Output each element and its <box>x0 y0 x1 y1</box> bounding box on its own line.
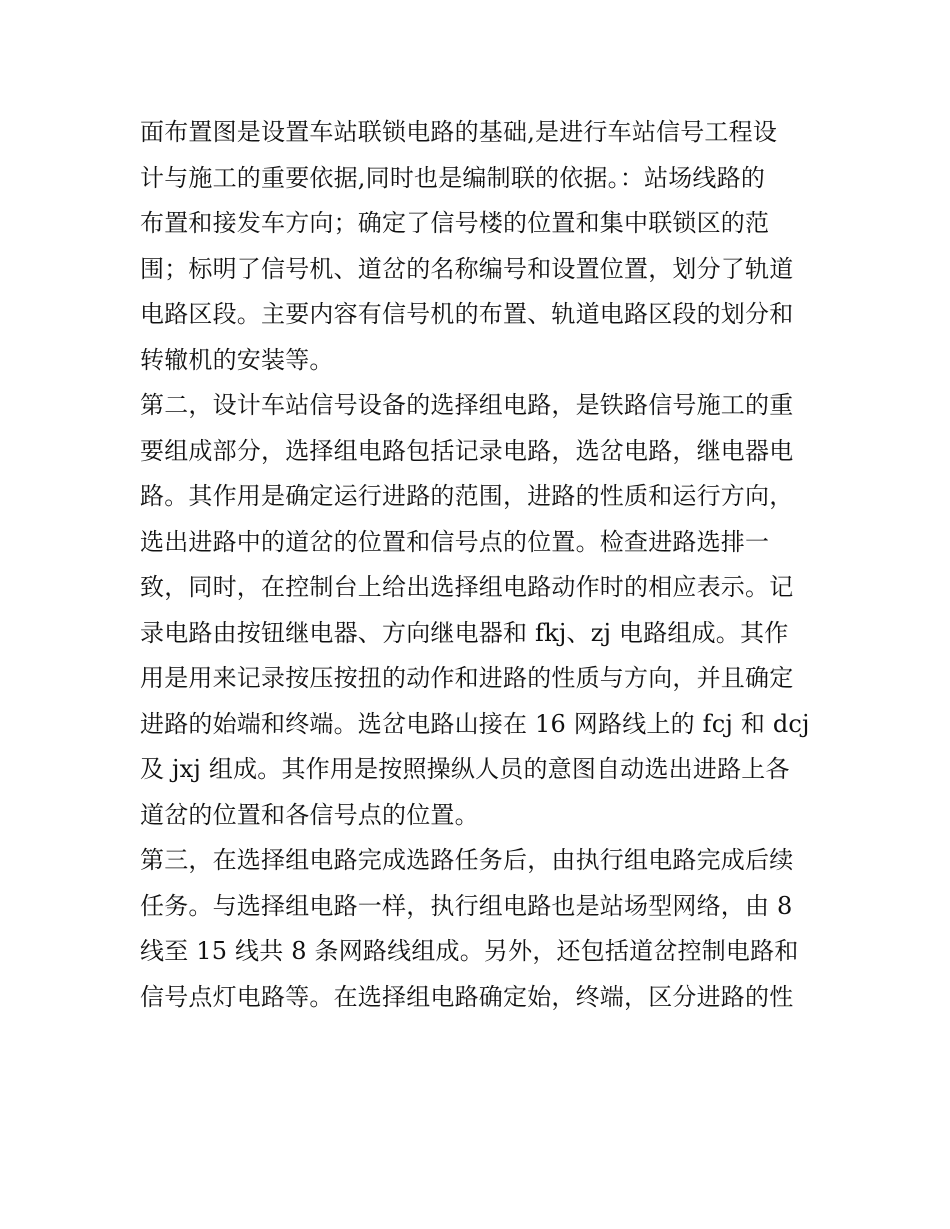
body-text <box>140 110 830 1020</box>
text-line: 面布置图是设置车站联锁电路的基础,是进行车站信号工程设 <box>140 118 778 146</box>
text-line: 用是用来记录按压按扭的动作和进路的性质与方向，并且确定 <box>140 664 794 692</box>
text-line: 路。其作用是确定运行进路的范围，进路的性质和运行方向， <box>140 482 794 510</box>
text-line: 电路区段。主要内容有信号机的布置、轨道电路区段的划分和 <box>140 300 794 328</box>
text-line: 计与施工的重要依据,同时也是编制联的依据。：站场线路的 <box>140 163 766 192</box>
text-line: 致，同时，在控制台上给出选择组电路动作时的相应表示。记 <box>140 573 794 601</box>
text-line: 第三，在选择组电路完成选路任务后，由执行组电路完成后续 <box>140 846 794 874</box>
text-line: 线至 15 线共 8 条网路线组成。另外，还包括道岔控制电路和 <box>140 937 799 965</box>
text-line: 任务。与选择组电路一样，执行组电路也是站场型网络，由 8 <box>140 891 793 920</box>
text-line: 选出进路中的道岔的位置和信号点的位置。检查进路选排一 <box>140 527 770 556</box>
text-line: 录电路由按钮继电器、方向继电器和 fkj、zj 电路组成。其作 <box>140 618 789 647</box>
text-line: 布置和接发车方向；确定了信号楼的位置和集中联锁区的范 <box>140 209 770 237</box>
text-line: 转辙机的安装等。 <box>140 345 334 374</box>
text-line: 围；标明了信号机、道岔的名称编号和设置位置，划分了轨道 <box>140 254 794 283</box>
text-line: 第二，设计车站信号设备的选择组电路，是铁路信号施工的重 <box>140 391 794 419</box>
text-line: 道岔的位置和各信号点的位置。 <box>140 800 479 829</box>
text-line: 要组成部分，选择组电路包括记录电路，选岔电路，继电器电 <box>140 436 794 465</box>
text-line: 进路的始端和终端。选岔电路山接在 16 网路线上的 fcj 和 dcj <box>140 709 810 738</box>
text-line: 信号点灯电路等。在选择组电路确定始，终端，区分进路的性 <box>140 982 794 1011</box>
text-line: 及 jxj 组成。其作用是按照操纵人员的意图自动选出进路上各 <box>140 755 790 783</box>
